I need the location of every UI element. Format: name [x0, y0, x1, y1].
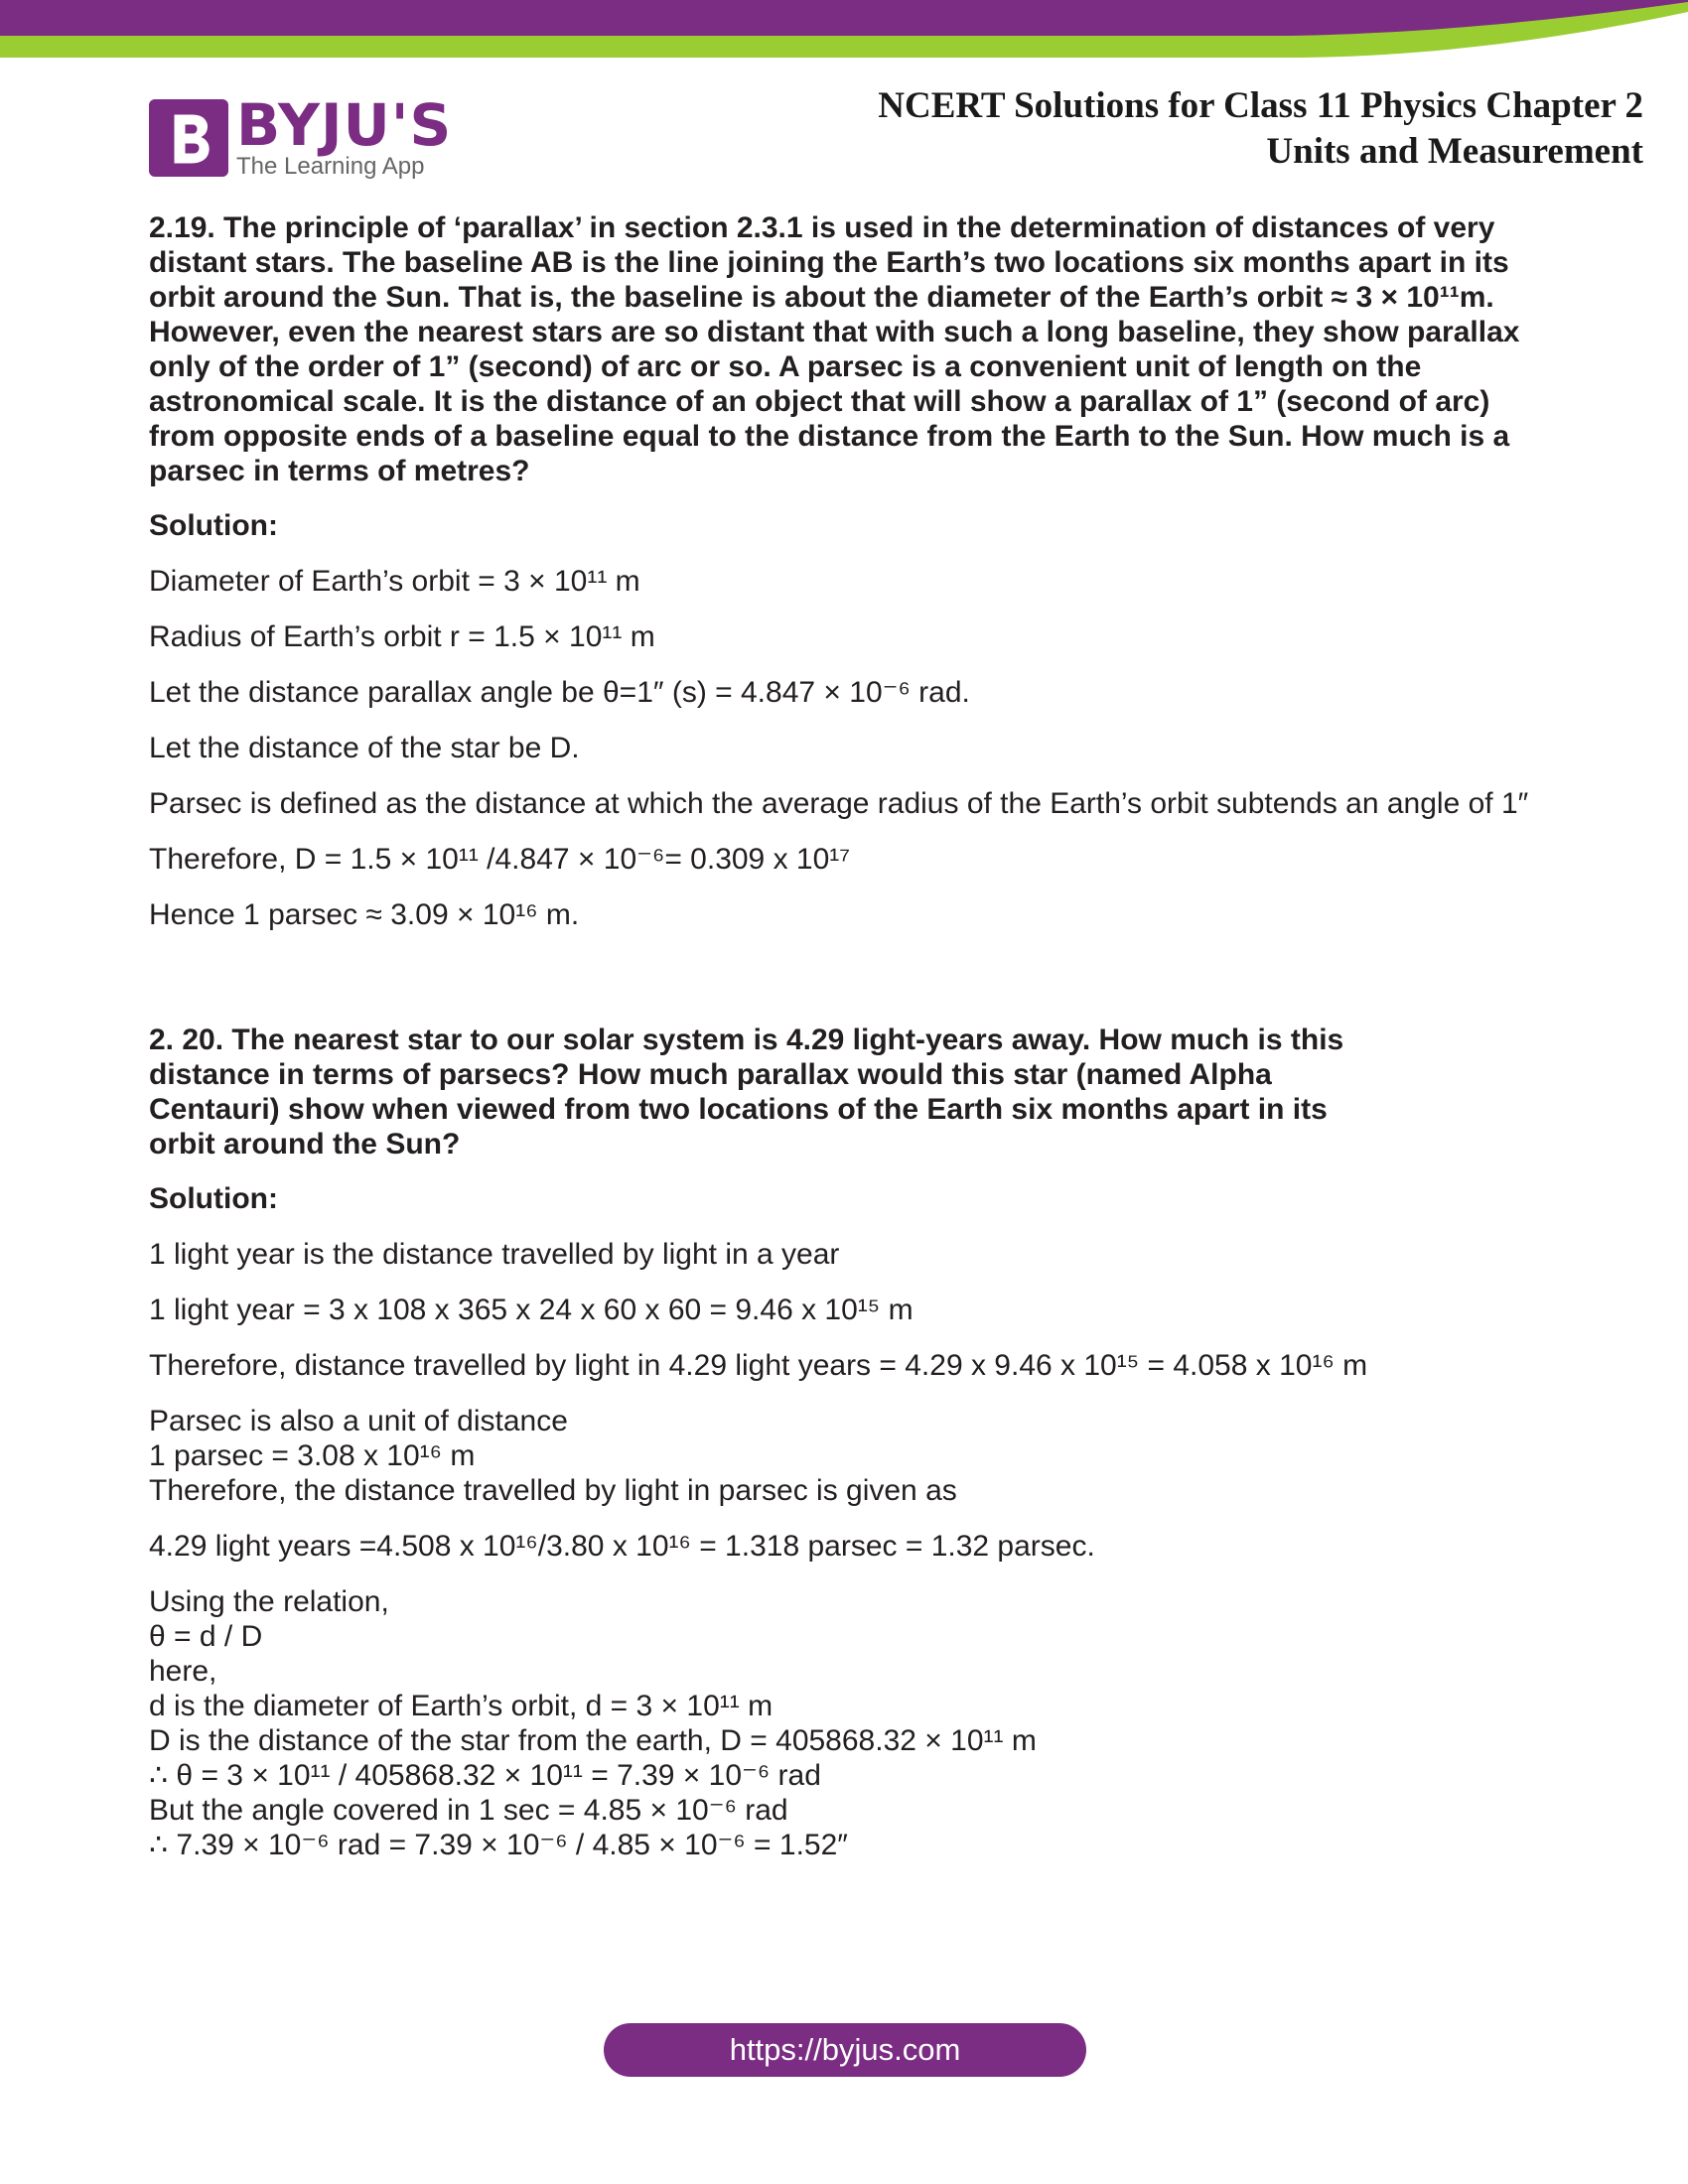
page-title	[878, 83, 1643, 175]
footer-url-link[interactable]: https://byjus.com	[604, 2023, 1086, 2077]
question-2-19: 2.19. The principle of ‘parallax’ in section 2.3.1 is used in the determination of distances of very distant stars. The baseline AB is the line joining the Earth’s two locations six months apart in its orbit around the Sun. That is, the baseline is about the diameter of the Earth’s orbit ≈ 3 × 10¹¹m. However, even the nearest stars are so distant that with such a long baseline, they show parallax only of the order of 1” (second) of arc or so. A parsec is a convenient unit of length on the astronomical scale. It is the distance of an object that will show a parallax of 1” (second of arc) from opposite ends of a baseline equal to the distance from the Earth to the Sun. How much is a parsec in terms of metres?	[149, 211, 1520, 487]
logo-b-icon	[149, 99, 228, 177]
solution-line: 4.29 light years =4.508 x 10¹⁶/3.80 x 10¹⁶ = 1.318 parsec = 1.32 parsec.	[149, 1530, 1095, 1563]
solution-line: Radius of Earth’s orbit r = 1.5 × 10¹¹ m	[149, 620, 655, 653]
solution-line: ∴ 7.39 × 10⁻⁶ rad = 7.39 × 10⁻⁶ / 4.85 × 10⁻⁶ = 1.52″	[149, 1829, 848, 1861]
solution-line: Parsec is also a unit of distance	[149, 1405, 568, 1437]
solution-line: Hence 1 parsec ≈ 3.09 × 10¹⁶ m.	[149, 898, 580, 931]
solution-line: Therefore, D = 1.5 × 10¹¹ /4.847 × 10⁻⁶= 0.309 x 10¹⁷	[149, 843, 851, 876]
solution-line: 1 light year = 3 x 108 x 365 x 24 x 60 x 60 = 9.46 x 10¹⁵ m	[149, 1294, 914, 1326]
solution-line: Therefore, distance travelled by light in 4.29 light years = 4.29 x 9.46 x 10¹⁵ = 4.058 x 10¹⁶ m	[149, 1349, 1368, 1382]
solution-label: Solution:	[149, 509, 278, 542]
solution-line: Therefore, the distance travelled by light in parsec is given as	[149, 1474, 957, 1507]
solution-line: Using the relation,	[149, 1585, 389, 1618]
solution-line: here,	[149, 1655, 217, 1688]
solution-line: ∴ θ = 3 × 10¹¹ / 405868.32 × 10¹¹ = 7.39 × 10⁻⁶ rad	[149, 1759, 821, 1792]
solution-line: d is the diameter of Earth’s orbit, d = 3 × 10¹¹ m	[149, 1690, 774, 1722]
logo-wordmark: BYJU'S	[236, 91, 453, 159]
solution-line: 1 parsec = 3.08 x 10¹⁶ m	[149, 1439, 476, 1472]
solution-line: Parsec is defined as the distance at which the average radius of the Earth’s orbit subtends an angle of 1″	[149, 787, 1529, 820]
document-body	[149, 210, 1559, 1862]
solution-line: D is the distance of the star from the earth, D = 405868.32 × 10¹¹ m	[149, 1724, 1037, 1757]
solution-line: 1 light year is the distance travelled by light in a year	[149, 1238, 840, 1271]
solution-line: But the angle covered in 1 sec = 4.85 × 10⁻⁶ rad	[149, 1794, 788, 1827]
solution-line: Let the distance of the star be D.	[149, 732, 580, 764]
question-2-20: 2. 20. The nearest star to our solar system is 4.29 light-years away. How much is this distance in terms of parsecs? How much parallax would this star (named Alpha Centauri) show when viewed from two locations of the Earth six months apart in its orbit around the Sun?	[149, 1024, 1344, 1160]
solution-label: Solution:	[149, 1182, 278, 1215]
solution-line: θ = d / D	[149, 1620, 263, 1653]
byjus-logo	[149, 91, 453, 181]
top-banner	[0, 0, 1688, 60]
title-line-2: Units and Measurement	[1266, 131, 1643, 172]
solution-line: Diameter of Earth’s orbit = 3 × 10¹¹ m	[149, 565, 640, 598]
solution-line: Let the distance parallax angle be θ=1″ (s) = 4.847 × 10⁻⁶ rad.	[149, 676, 970, 709]
logo-tagline: The Learning App	[236, 153, 425, 180]
title-line-1: NCERT Solutions for Class 11 Physics Chapter 2	[878, 85, 1643, 126]
